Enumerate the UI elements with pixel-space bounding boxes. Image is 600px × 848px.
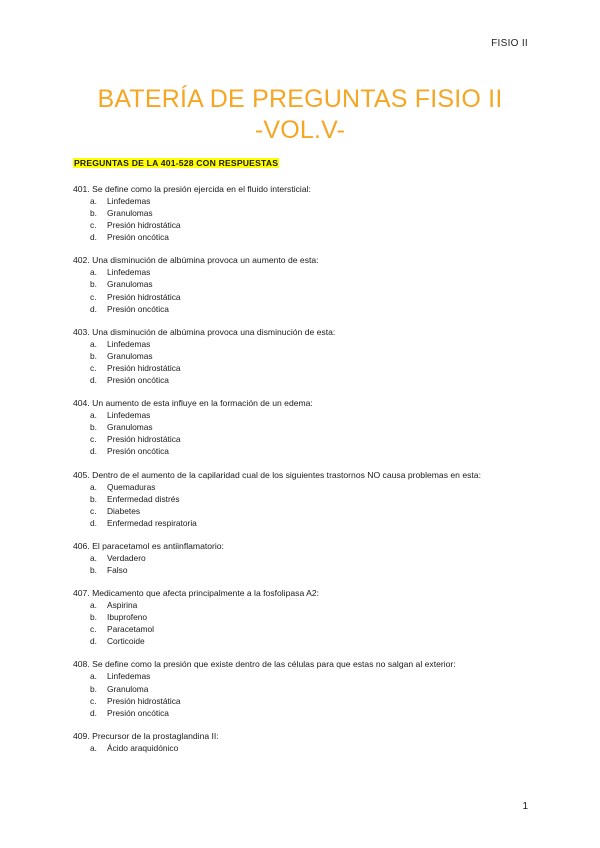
option-letter: a.	[90, 196, 97, 206]
option-letter: a.	[90, 267, 97, 278]
option-text: Presión hidrostática	[107, 434, 181, 445]
questions-list	[73, 183, 518, 765]
option-letter: a.	[90, 552, 97, 563]
options-list	[73, 266, 518, 314]
question-text: 401. Se define como la presión ejercida en el fluido intersticial:	[73, 184, 311, 194]
question-text: 407. Medicamento que afecta principalmente a la fosfolipasa A2:	[73, 588, 320, 599]
answer-option	[73, 707, 518, 719]
options-list	[73, 742, 518, 754]
options-list	[73, 409, 518, 457]
question-item	[73, 326, 518, 386]
option-text: Linfedemas	[107, 671, 151, 682]
option-text: Linfedemas	[107, 196, 151, 206]
option-letter: a.	[90, 338, 97, 349]
question-text: 404. Un aumento de esta influye en la formación de un edema:	[73, 398, 313, 409]
answer-option	[73, 445, 518, 457]
answer-option	[73, 433, 518, 445]
answer-option	[73, 421, 518, 433]
option-letter: c.	[90, 505, 97, 516]
option-text: Diabetes	[107, 505, 141, 516]
option-letter: a.	[90, 410, 97, 421]
answer-option	[73, 695, 518, 707]
header-course-tag: FISIO II	[491, 38, 528, 49]
answer-option	[73, 338, 518, 350]
option-letter: b.	[90, 350, 97, 361]
answer-option	[73, 742, 518, 754]
options-list	[73, 552, 518, 576]
option-text: Presión oncótica	[107, 375, 169, 386]
answer-option	[73, 635, 518, 647]
option-letter: a.	[90, 481, 97, 492]
options-list	[73, 481, 518, 529]
option-text: Presión hidrostática	[107, 291, 181, 302]
answer-option	[73, 350, 518, 362]
answer-option	[73, 683, 518, 695]
option-letter: b.	[90, 208, 97, 219]
option-letter: c.	[90, 220, 97, 231]
question-text: 409. Precursor de la prostaglandina II:	[73, 730, 219, 741]
option-letter: a.	[90, 671, 97, 682]
question-item	[73, 540, 518, 576]
answer-option	[73, 623, 518, 635]
option-text: Paracetamol	[107, 624, 155, 635]
title-line-2: -VOL.V-	[254, 116, 346, 144]
option-letter: c.	[90, 434, 97, 445]
option-letter: d.	[90, 232, 97, 243]
option-text: Linfedemas	[107, 338, 151, 349]
answer-option	[73, 670, 518, 682]
answer-option	[73, 231, 518, 243]
option-text: Presión oncótica	[107, 446, 169, 457]
question-text: 405. Dentro de el aumento de la capilaridad cual de los siguientes trastornos NO causa problemas en esta:	[73, 469, 481, 480]
question-text: 403. Una disminución de albúmina provoca una disminución de esta:	[73, 326, 336, 337]
option-text: Presión hidrostática	[107, 695, 181, 706]
option-text: Linfedemas	[107, 267, 151, 278]
answer-option	[73, 517, 518, 529]
answer-option	[73, 362, 518, 374]
option-text: Presión hidrostática	[107, 220, 181, 231]
option-text: Granulomas	[107, 208, 153, 219]
question-text: 408. Se define como la presión que existe dentro de las células para que estas no salgan al exterior:	[73, 659, 456, 670]
section-label: PREGUNTAS DE LA 401-528 CON RESPUESTAS	[74, 158, 279, 168]
page-title	[0, 84, 600, 146]
answer-option	[73, 374, 518, 386]
option-letter: d.	[90, 517, 97, 528]
option-text: Ibuprofeno	[107, 612, 148, 623]
options-list	[73, 599, 518, 647]
option-text: Presión oncótica	[107, 707, 169, 718]
answer-option	[73, 493, 518, 505]
answer-option	[73, 219, 518, 231]
answer-option	[73, 611, 518, 623]
answer-option	[73, 303, 518, 315]
option-text: Granulomas	[107, 422, 153, 433]
option-text: Granuloma	[107, 683, 149, 694]
option-text: Presión oncótica	[107, 303, 169, 314]
option-letter: d.	[90, 707, 97, 718]
options-list	[73, 670, 518, 718]
question-item	[73, 730, 518, 754]
options-list	[73, 195, 518, 243]
option-text: Granulomas	[107, 350, 153, 361]
option-text: Ácido araquidónico	[107, 742, 179, 753]
option-letter: b.	[90, 683, 97, 694]
question-item	[73, 254, 518, 314]
option-letter: d.	[90, 375, 97, 386]
option-letter: b.	[90, 493, 97, 504]
option-text: Presión hidrostática	[107, 362, 181, 373]
answer-option	[73, 278, 518, 290]
answer-option	[73, 195, 518, 207]
question-text: 402. Una disminución de albúmina provoca un aumento de esta:	[73, 255, 319, 266]
answer-option	[73, 481, 518, 493]
option-text: Presión oncótica	[107, 232, 169, 243]
option-letter: a.	[90, 600, 97, 611]
option-text: Enfermedad respiratoria	[107, 517, 197, 528]
page-number: 1	[522, 801, 528, 812]
option-letter: b.	[90, 612, 97, 623]
option-text: Linfedemas	[107, 410, 151, 421]
option-letter: d.	[90, 446, 97, 457]
question-item	[73, 183, 518, 243]
answer-option	[73, 291, 518, 303]
option-letter: b.	[90, 279, 97, 290]
option-text: Granulomas	[107, 279, 153, 290]
answer-option	[73, 409, 518, 421]
option-letter: c.	[90, 362, 97, 373]
option-text: Aspirina	[107, 600, 138, 611]
question-item	[73, 397, 518, 457]
option-letter: c.	[90, 695, 97, 706]
option-text: Corticoide	[107, 636, 145, 647]
question-item	[73, 587, 518, 647]
answer-option	[73, 564, 518, 576]
option-letter: b.	[90, 564, 97, 575]
answer-option	[73, 266, 518, 278]
option-letter: b.	[90, 422, 97, 433]
question-item	[73, 658, 518, 718]
option-letter: a.	[90, 742, 97, 753]
answer-option	[73, 505, 518, 517]
option-letter: c.	[90, 291, 97, 302]
question-text: 406. El paracetamol es antiinflamatorio:	[73, 540, 224, 551]
answer-option	[73, 207, 518, 219]
answer-option	[73, 552, 518, 564]
question-item	[73, 469, 518, 529]
option-letter: d.	[90, 636, 97, 647]
option-text: Verdadero	[107, 552, 146, 563]
option-text: Quemaduras	[107, 481, 156, 492]
option-text: Enfermedad distrés	[107, 493, 180, 504]
options-list	[73, 338, 518, 386]
title-line-1: BATERÍA DE PREGUNTAS FISIO II	[97, 85, 503, 113]
answer-option	[73, 599, 518, 611]
option-letter: c.	[90, 624, 97, 635]
option-letter: d.	[90, 303, 97, 314]
option-text: Falso	[107, 564, 128, 575]
